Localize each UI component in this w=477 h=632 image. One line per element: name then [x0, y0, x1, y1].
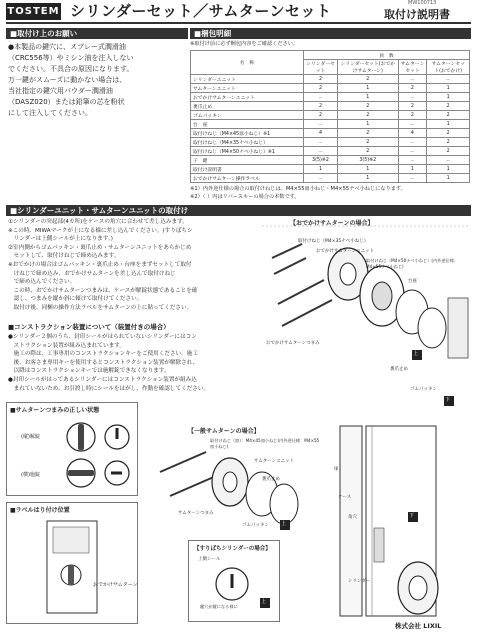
quantity-cell: 2	[398, 102, 427, 111]
quantity-cell: 2	[427, 138, 470, 147]
quantity-cell: 1	[338, 93, 399, 102]
table-row	[191, 138, 470, 147]
table-row	[191, 129, 470, 138]
construction-line: ストラクション装置が組み込まれています。	[8, 342, 125, 349]
quantity-cell: 2	[338, 129, 399, 138]
cylinder-face-icon	[105, 461, 129, 485]
page-title: シリンダーセット／サムターンセット	[70, 2, 332, 20]
part-name-cell: 裏爪止め	[191, 102, 304, 111]
notice-line: （DASZ020）または鉛筆の芯を粉状	[8, 98, 125, 106]
rubber-packing-icon	[418, 308, 446, 348]
outing-label-screw50: 取付けねじ（M4×50ナベ小ねじ）(内外逆仕様：M4×55ナベ小ねじ)	[366, 258, 459, 269]
unlock-label: (縦)解錠	[21, 434, 40, 440]
part-name-cell: 取付け説明書	[191, 165, 304, 174]
cylinder-label-unit: シリンダー	[348, 579, 371, 584]
install-line: ①シリンダーの突起部(4カ所)をケースの角穴に合わせて差し込みます。	[8, 219, 188, 225]
quantity-cell: 2	[427, 111, 470, 120]
quantity-cell: －	[398, 75, 427, 84]
install-line: 認し、つまみを縦か斜に傾けて取付けてください。	[8, 296, 143, 303]
construction-line: 後、お客さま専用キーを使用するとコンストラクション装置が解除され、	[8, 359, 199, 366]
screw-icon	[170, 476, 216, 496]
part-name-cell: 子 鍵	[191, 156, 304, 165]
general-label-packing: ゴムパッキン	[242, 523, 269, 528]
quantity-cell: 1	[338, 165, 399, 174]
quantity-cell: －	[398, 93, 427, 102]
quantity-cell: 2	[304, 111, 338, 120]
notice-heading: ■取付け上のお願い	[6, 28, 188, 39]
construction-line: ●封印シールがはってあるシリンダーにはコンストラクション装置が組み込	[8, 376, 197, 383]
part-name-cell: 取付けねじ（M4×50ナベ小ねじ）※1	[191, 147, 304, 156]
install-line: けねじで締め込み、おでかけサムターンを差し込んで取付けねじ	[8, 270, 176, 277]
cylinder-face-icon	[105, 425, 129, 449]
general-label-knob: サムターンつまみ	[178, 511, 214, 516]
cylinder-label-down: 下	[409, 513, 415, 519]
diagram-outing-title: 【おでかけサムターンの場合】	[290, 220, 374, 227]
diagram-cylinder-title: 【すりばちシリンダーの場合】	[194, 546, 271, 552]
install-heading-text: シリンダーユニット・サムターンユニットの取付け	[17, 206, 189, 215]
install-body	[8, 218, 254, 313]
notice-line: （CRC556等）やミシン油を注入しない	[8, 54, 134, 62]
rubber-packing-icon	[270, 484, 298, 524]
quantity-cell: －	[398, 120, 427, 129]
col-header: サムターンセット	[398, 60, 427, 75]
packing-footnotes	[190, 185, 470, 201]
construction-line: 施工の際は、工事専用のコンストラクションキーをご使用ください。施工	[8, 351, 198, 358]
cylinder-label-keyhole: 鍵穴が縦になる様に	[200, 604, 238, 609]
quantity-cell: －	[304, 138, 338, 147]
thumbturn-vertical-icon	[67, 423, 95, 451]
col-group-header: 員 数	[304, 51, 470, 60]
screw-icon	[274, 258, 306, 274]
table-row	[191, 111, 470, 120]
part-name-cell: 台 座	[191, 120, 304, 129]
construction-heading-text: コンストラクション装置について（装置付きの場合）	[14, 323, 170, 331]
install-line: リンダーは上側シールが上になります。)	[8, 236, 113, 243]
quantity-cell: 2	[427, 102, 470, 111]
install-line: ※おでかけの場合はゴムパッキン・裏爪止め・台座をまずセットして取付	[8, 261, 192, 268]
install-line: で締め込んでください。	[8, 279, 76, 286]
notice-line: 当社指定の鍵穴用パウダー潤滑油	[8, 87, 113, 95]
label-position-heading-text: ラベルはり付け位置	[15, 507, 70, 514]
col-header: シリンダーセット(おでかけサムターン)	[338, 60, 399, 75]
quantity-cell: 2	[398, 111, 427, 120]
label-position-heading: ■ラベルはり付け位置	[10, 507, 70, 514]
col-header: サムターンセット(おでかけ)	[427, 60, 470, 75]
screw-icon	[160, 452, 206, 472]
construction-line: ●シリンダー２個のうち、封印シールがはられていないシリンダーにはコン	[8, 334, 197, 340]
table-row	[191, 93, 470, 102]
quantity-cell: －	[304, 93, 338, 102]
screw-icon	[278, 280, 324, 304]
general-label-claw: 裏爪止め	[262, 477, 280, 482]
part-name-cell: サムターンユニット	[191, 84, 304, 93]
quantity-cell: 2	[304, 84, 338, 93]
quantity-cell: 3(5)※2	[304, 156, 338, 165]
table-row	[191, 174, 470, 183]
label-position-caption: おでかけサムターン	[93, 582, 138, 588]
quantity-cell: 2	[338, 75, 399, 84]
packing-table-body	[191, 75, 470, 183]
thumbturn-state-heading-text: サムターンつまみの正しい状態	[15, 407, 100, 414]
quantity-cell: 2	[398, 84, 427, 93]
general-label-unit: サムターンユニット	[254, 459, 295, 464]
page-subtitle: 取付け説明書	[384, 8, 450, 21]
keyhole-icon	[231, 574, 234, 588]
thumbturn-state-box	[6, 402, 138, 496]
diagram-general-title: 【一般サムターンの場合】	[188, 428, 260, 435]
install-line: ②室内側からゴムパッキン・裏爪止め・サムターンユニットをあらかじめ	[8, 244, 192, 251]
part-name-cell: おでかけサムターンユニット	[191, 93, 304, 102]
doc-code: MW100713	[408, 0, 437, 6]
cylinder-label-up: 上	[261, 599, 267, 605]
packing-heading-text: 梱包明細	[201, 29, 232, 38]
install-line: ※この時、MIWAマークが上になる様に差し込んでください。(すりばちシ	[8, 227, 193, 234]
quantity-cell: 4	[304, 129, 338, 138]
general-label-up: 上	[281, 521, 287, 527]
footnote: ※1）内外逆仕様の場合の取付けねじは、M4×55皿小ねじ・M4×55ナベ小ねじになります。	[190, 186, 406, 192]
table-row	[191, 84, 470, 93]
quantity-cell: 2	[338, 138, 399, 147]
construction-body	[8, 333, 258, 393]
outing-label-knob: おでかけサムターンつまみ	[266, 341, 320, 346]
notice-line: にして注入してください。	[8, 109, 92, 117]
header-rule	[6, 22, 471, 24]
quantity-cell: 2	[304, 102, 338, 111]
outing-label-base: 台座	[408, 279, 417, 284]
table-row	[191, 102, 470, 111]
operation-label-icon	[53, 527, 89, 553]
table-row	[191, 156, 470, 165]
thumbturn-horizontal-icon	[67, 459, 95, 487]
outing-label-up: 上	[413, 351, 419, 357]
table-row	[191, 165, 470, 174]
quantity-cell: 1	[338, 174, 399, 183]
outing-label-packing: ゴムパッキン	[410, 387, 437, 392]
quantity-cell: 2	[427, 129, 470, 138]
notice-heading-text: 取付け上のお願い	[17, 29, 78, 38]
quantity-cell: 1	[427, 165, 470, 174]
label-position-box	[6, 502, 138, 624]
packing-heading: ■梱包明細	[190, 28, 471, 39]
notice-line: でください。不具合の原因になります。	[8, 65, 134, 73]
quantity-cell: －	[304, 174, 338, 183]
quantity-cell: －	[304, 120, 338, 129]
part-name-cell: シリンダーユニット	[191, 75, 304, 84]
outing-label-unit: おでかけサムターンユニット	[316, 249, 374, 254]
quantity-cell: 2	[338, 111, 399, 120]
part-name-cell: 取付けねじ（M4×45皿小ねじ）※1	[191, 129, 304, 138]
thumbturn-state-heading: ■サムターンつまみの正しい状態	[10, 407, 100, 414]
quantity-cell: 1	[427, 174, 470, 183]
install-heading: ■シリンダーユニット・サムターンユニットの取付け	[6, 205, 471, 216]
table-row	[191, 147, 470, 156]
quantity-cell: －	[304, 147, 338, 156]
quantity-cell: 1	[338, 84, 399, 93]
outing-label-claw: 裏爪止め	[390, 367, 408, 372]
general-label-screw: 取付けねじ（皿）：M4×45皿小ねじ(内外逆仕様：M4×55皿小ねじ)	[210, 438, 320, 449]
cylinder-label-seal: 上側シール	[198, 557, 221, 562]
notice-body	[8, 42, 188, 119]
screw-icon	[282, 300, 332, 326]
label-position-illustration	[33, 519, 113, 615]
outing-label-down: 下	[445, 397, 451, 403]
brand-logo: TOSTEM	[6, 3, 61, 20]
quantity-cell: 1	[427, 93, 470, 102]
install-line: この時、おでかけサムターンつまみは、ケースが解錠状態であることを確	[8, 287, 198, 294]
table-row	[191, 120, 470, 129]
packing-table	[190, 50, 470, 183]
part-name-cell: おでかけサムターン操作ラベル	[191, 174, 304, 183]
install-line: セットして、取付けねじで締め込みます。	[8, 253, 120, 260]
diagram-general	[150, 426, 320, 536]
quantity-cell: －	[427, 156, 470, 165]
outing-label-screw35: 取付けねじ（M4×35ナベ小ねじ）	[298, 239, 369, 244]
quantity-cell: 2	[427, 147, 470, 156]
quantity-cell: 1	[338, 120, 399, 129]
case-icon	[448, 298, 468, 358]
quantity-cell: 4	[398, 129, 427, 138]
diagram-outing	[262, 218, 470, 423]
quantity-cell: 1	[427, 84, 470, 93]
install-line: 取付け後、同梱の操作方法ラベルをサムターンの上に貼ってください。	[8, 304, 193, 311]
quantity-cell: －	[427, 75, 470, 84]
quantity-cell: －	[398, 174, 427, 183]
cylinder-label-case: ケース	[338, 495, 352, 500]
quantity-cell: －	[398, 156, 427, 165]
notice-line: ●本製品の鍵穴に、スプレー式潤滑油	[8, 43, 126, 51]
cylinder-label-door: 扉	[334, 467, 339, 472]
packing-note: ※取付け前に必ず梱包内容をご確認ください。	[190, 41, 299, 47]
construction-heading: ■コンストラクション装置について（装置付きの場合）	[8, 323, 170, 331]
col-header-name: 名 称	[191, 51, 304, 75]
table-row	[191, 75, 470, 84]
quantity-cell: 2	[338, 147, 399, 156]
part-name-cell: 取付けねじ（M4×35ナベ小ねじ）	[191, 138, 304, 147]
notice-line: 万一鍵がスムーズに動かない場合は、	[8, 76, 127, 84]
quantity-cell: －	[398, 147, 427, 156]
quantity-cell: 1	[398, 165, 427, 174]
quantity-cell: 1	[427, 120, 470, 129]
part-name-cell: ゴムパッキン	[191, 111, 304, 120]
screw-icon	[272, 244, 302, 258]
footnote: ※2）（ ）内はリバースキーの場合の本数です。	[190, 194, 300, 200]
cylinder-label-hole: 角穴	[348, 515, 357, 520]
construction-line: 以降はコンストラクションキーでは施解錠できなくなります。	[8, 368, 170, 375]
quantity-cell: 1	[304, 165, 338, 174]
footer-company: 株式会社 LIXIL	[395, 622, 442, 630]
col-header: シリンダーセット	[304, 60, 338, 75]
quantity-cell: 2	[338, 102, 399, 111]
lock-label: (横)施錠	[21, 472, 40, 478]
thumbturn-state-illustration	[63, 417, 133, 493]
construction-line: まれていないため、お引渡し時にシールをはがし、作動を確認してください。	[8, 385, 210, 392]
quantity-cell: －	[398, 138, 427, 147]
quantity-cell: 2	[304, 75, 338, 84]
quantity-cell: 3(5)※2	[338, 156, 399, 165]
